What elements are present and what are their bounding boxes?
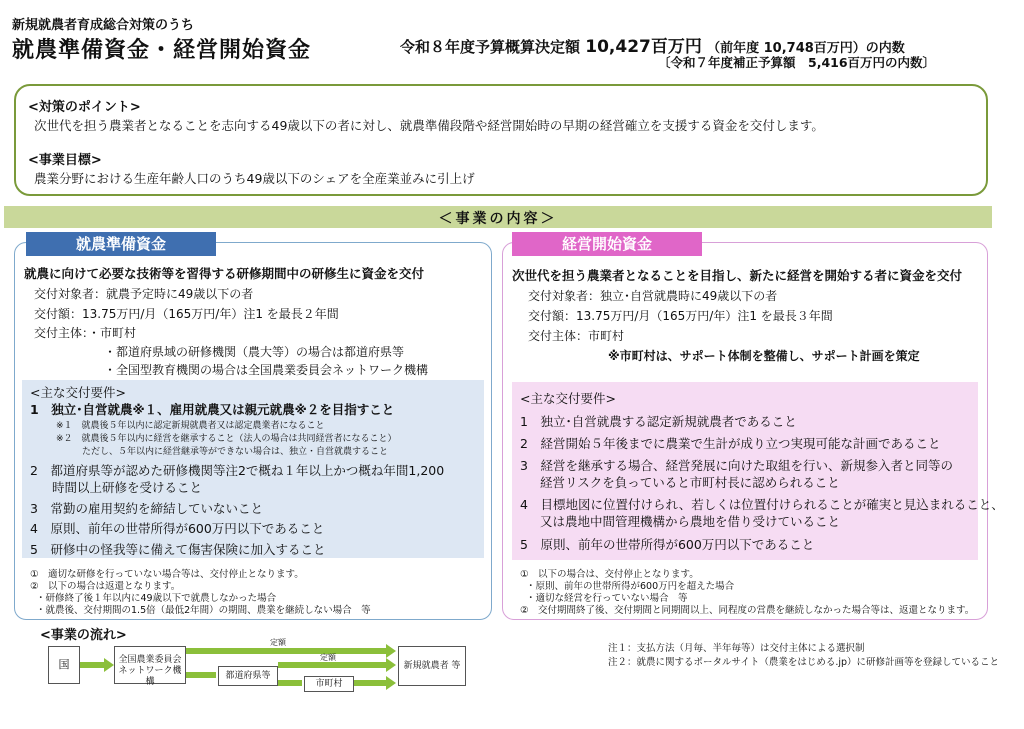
right-note-3: ・適切な経営を行っていない場合 等 [526, 593, 688, 604]
left-req-1-note-3: ただし、５年以内に経営継承等ができない場合は、独立・自営就農すること [82, 447, 389, 457]
program-name: 新規就農者育成総合対策のうち [12, 18, 195, 33]
left-req-5: 5 研修中の怪我等に備えて傷害保険に加入すること [30, 542, 326, 557]
left-note-2: ② 以下の場合は返還となります。 [30, 581, 181, 592]
goal-text: 農業分野における生産年齢人口のうち49歳以下のシェアを全産業並みに引上げ [34, 171, 475, 186]
footnote-2: 注２：就農に関するポータルサイト（農業をはじめる.jp）に研修計画等を登録していること [608, 657, 1000, 668]
right-req-3b: 経営リスクを負っていると市町村長に認められること [540, 475, 840, 490]
left-amount: 交付額：13.75万円/月（165万円/年）注1 を最長２年間 [34, 307, 339, 321]
flow-heading: <事業の流れ> [40, 628, 127, 643]
right-note-2: ・原則、前年の世帯所得が600万円を超えた場合 [526, 581, 735, 592]
flow-country-box: 国 [48, 646, 80, 684]
supplementary-budget: 〔令和７年度補正予算額 5,416百万円の内数〕 [658, 55, 936, 70]
right-req-4b: 又は農地中間管理機構から農地を借り受けていること [540, 514, 841, 529]
right-req-3: 3 経営を継承する場合、経営発展に向けた取組を行い、新規参入者と同等の [520, 458, 953, 473]
right-body: 交付主体：市町村 [528, 329, 625, 343]
left-body: 交付主体：・市町村 [34, 326, 137, 340]
left-note-4: ・就農後、交付期間の1.5倍（最低2年間）の期間、農業を継続しない場合 等 [36, 605, 371, 616]
left-body-2: ・都道府県域の研修機関（農大等）の場合は都道府県等 [104, 345, 405, 359]
left-req-3: 3 常勤の雇用契約を締結していないこと [30, 501, 263, 516]
right-req-4: 4 目標地図に位置付けられ、若しくは位置付けられることが確実と見込まれること、 [520, 497, 1004, 512]
right-note-4: ② 交付期間終了後、交付期間と同期間以上、同程度の営農を継続しなかった場合等は、返還となります。 [520, 605, 975, 616]
right-req-heading: <主な交付要件> [520, 391, 616, 406]
arrow-head-icon [386, 658, 396, 672]
footnote-1: 注１：支払方法（月毎、半年毎等）は交付主体による選択制 [608, 643, 865, 654]
right-intro: 次世代を担う農業者となることを目指し、新たに経営を開始する者に資金を交付 [512, 268, 963, 283]
flow-arrow [354, 680, 386, 686]
left-req-1: 1 独立･自営就農※１、雇用就農又は親元就農※２を目指すこと [30, 402, 395, 417]
page-title: 就農準備資金・経営開始資金 [12, 38, 312, 63]
right-note-1: ① 以下の場合は、交付停止となります。 [520, 569, 699, 580]
left-req-1-note-2: ※２ 就農後５年以内に経営を継承すること（法人の場合は共同経営者になること） [56, 434, 397, 444]
flow-label: 定額 [320, 653, 336, 662]
flow-arrow [186, 648, 386, 654]
budget-prefix: 令和８年度予算概算決定額 [400, 38, 581, 56]
right-body-note: ※市町村は、サポート体制を整備し、サポート計画を策定 [608, 349, 920, 363]
right-target: 交付対象者：独立･自営就農時に49歳以下の者 [528, 289, 778, 303]
left-target: 交付対象者：就農予定時に49歳以下の者 [34, 287, 254, 301]
content-heading: ＜事業の内容＞ [438, 211, 558, 227]
flow-farmers-box: 新規就農者 等 [398, 646, 466, 686]
left-req-4: 4 原則、前年の世帯所得が600万円以下であること [30, 521, 325, 536]
goal-heading: <事業目標> [28, 153, 102, 168]
flow-arrow [278, 680, 302, 686]
arrow-head-icon [386, 676, 396, 690]
left-req-1-note-1: ※１ 就農後５年以内に認定新規就農者又は認定農業者になること [56, 421, 325, 431]
flow-pref-box: 都道府県等 [218, 666, 278, 686]
left-req-heading: <主な交付要件> [30, 385, 126, 400]
flow-city-box: 市町村 [304, 676, 354, 692]
left-req-2b: 時間以上研修を受けること [52, 480, 203, 495]
left-req-2: 2 都道府県等が認めた研修機関等注2で概ね１年以上かつ概ね年間1,200 [30, 463, 445, 478]
budget-amount: 10,427百万円 [585, 37, 702, 57]
budget-prev: （前年度 10,748百万円）の内数 [707, 41, 905, 56]
arrow-head-icon [104, 658, 114, 672]
left-note-1: ① 適切な研修を行っていない場合等は、交付停止となります。 [30, 569, 304, 580]
right-amount: 交付額：13.75万円/月（165万円/年）注1 を最長３年間 [528, 309, 833, 323]
points-heading: <対策のポイント> [28, 100, 141, 115]
right-req-2: 2 経営開始５年後までに農業で生計が成り立つ実現可能な計画であること [520, 436, 941, 451]
flow-arrow [80, 662, 104, 668]
right-panel-tab: 経営開始資金 [512, 232, 702, 256]
left-panel-tab: 就農準備資金 [26, 232, 216, 256]
left-intro: 就農に向けて必要な技術等を習得する研修期間中の研修生に資金を交付 [24, 266, 425, 281]
flow-network-box: 全国農業委員会ネットワーク機構 [114, 646, 186, 684]
left-body-3: ・全国型教育機関の場合は全国農業委員会ネットワーク機構 [104, 363, 429, 377]
flow-label: 定額 [270, 638, 286, 647]
points-text: 次世代を担う農業者となることを志向する49歳以下の者に対し、就農準備段階や経営開始時の早期の経営確立を支援する資金を交付します。 [34, 118, 824, 133]
arrow-head-icon [386, 644, 396, 658]
right-req-1: 1 独立･自営就農する認定新規就農者であること [520, 414, 797, 429]
flow-arrow [186, 672, 216, 678]
right-req-5: 5 原則、前年の世帯所得が600万円以下であること [520, 537, 815, 552]
left-note-3: ・研修終了後１年以内に49歳以下で就農しなかった場合 [36, 593, 277, 604]
